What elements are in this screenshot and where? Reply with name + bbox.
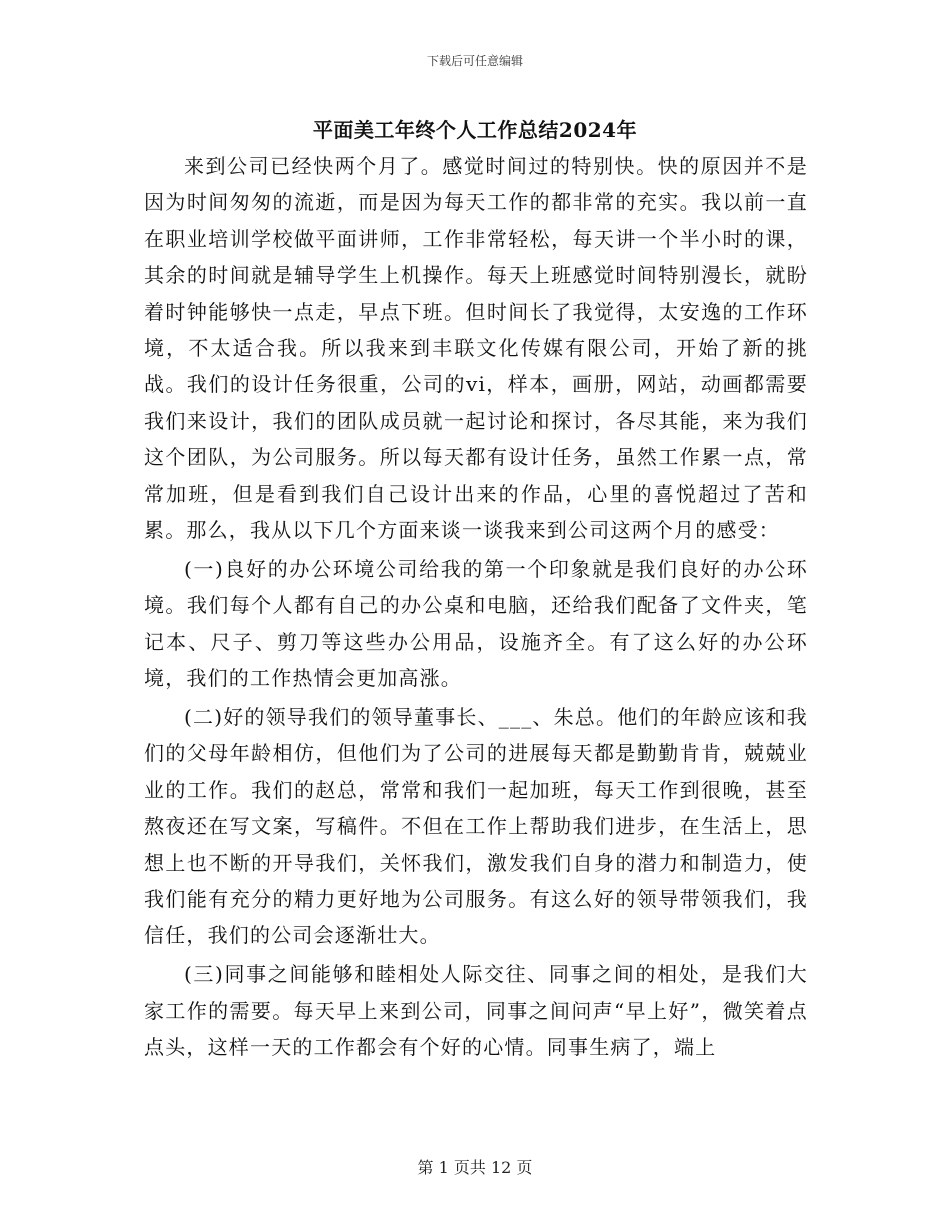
document-body	[144, 148, 808, 1068]
paragraph-leadership: (二)好的领导我们的领导董事长、___、朱总。他们的年龄应该和我们的父母年龄相仿，但他们为了公司的进展每天都是勤勤肯肯，兢兢业业的工作。我们的赵总，常常和我们一起加班，每天工作到很晚，甚至熬夜还在写文案，写稿件。不但在工作上帮助我们进步，在生活上，思想上也不断的开导我们，关怀我们，激发我们自身的潜力和制造力，使我们能有充分的精力更好地为公司服务。有这么好的领导带领我们，我信任，我们的公司会逐渐壮大。	[144, 704, 809, 948]
paragraph-colleagues: (三)同事之间能够和睦相处人际交往、同事之间的相处，是我们大家工作的需要。每天早上来到公司，同事之间问声“早上好”，微笑着点点头，这样一天的工作都会有个好的心情。同事生病了，端上	[144, 962, 808, 1059]
paragraph-office-environment: (一)良好的办公环境公司给我的第一个印象就是我们良好的办公环境。我们每个人都有自己的办公桌和电脑，还给我们配备了文件夹，笔记本、尺子、剪刀等这些办公用品，设施齐全。有了这么好的办公环境，我们的工作热情会更加高涨。	[144, 556, 808, 691]
paragraph-intro: 来到公司已经快两个月了。感觉时间过的特别快。快的原因并不是因为时间匆匆的流逝，而是因为每天工作的都非常的充实。我以前一直在职业培训学校做平面讲师，工作非常轻松，每天讲一个半小时的课，其余的时间就是辅导学生上机操作。每天上班感觉时间特别漫长，就盼着时钟能够快一点走，早点下班。但时间长了我觉得，太安逸的工作环境，不太适合我。所以我来到丰联文化传媒有限公司，开始了新的挑战。我们的设计任务很重，公司的vi，样本，画册，网站，动画都需要我们来设计，我们的团队成员就一起讨论和探讨，各尽其能，来为我们这个团队，为公司服务。所以每天都有设计任务，虽然工作累一点，常常加班，但是看到我们自己设计出来的作品，心里的喜悦超过了苦和累。那么，我从以下几个方面来谈一谈我来到公司这两个月的感受：	[144, 154, 808, 543]
header-note: 下载后可任意编辑	[426, 54, 523, 68]
document-title: 平面美工年终个人工作总结2024年	[312, 118, 638, 142]
page-number: 第 1 页共 12 页	[417, 1158, 533, 1177]
